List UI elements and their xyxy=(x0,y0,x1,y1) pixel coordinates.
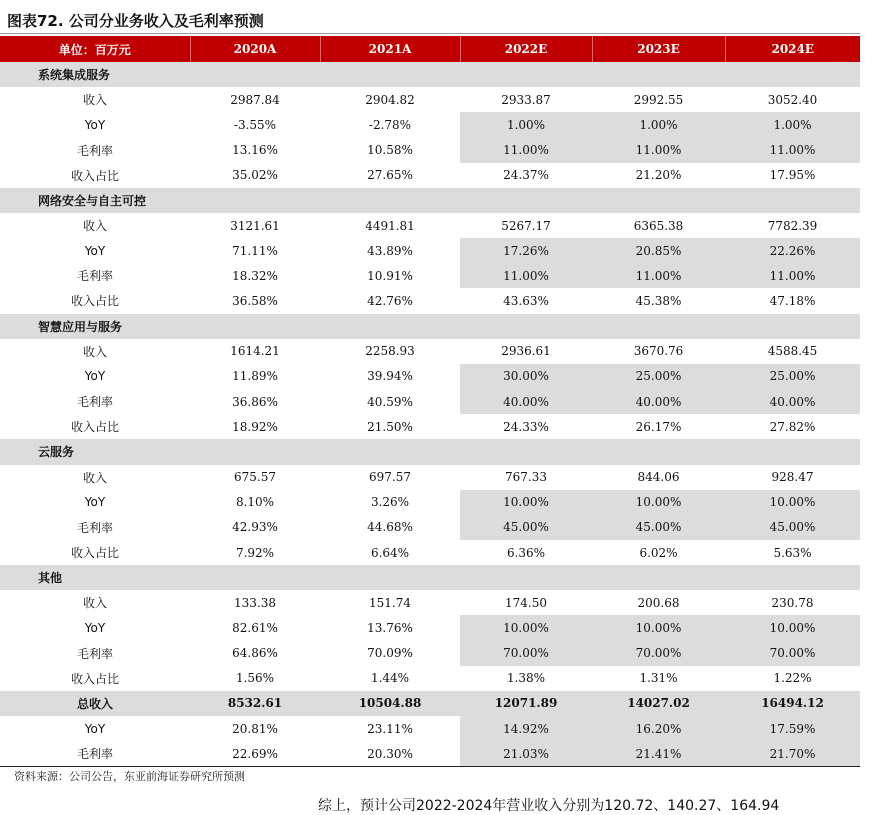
table-cell: 20.30% xyxy=(320,741,460,767)
table-row xyxy=(0,213,860,238)
table-cell: 2992.55 xyxy=(633,92,684,107)
table-cell: 3052.40 xyxy=(767,92,818,107)
table-cell: 23.11% xyxy=(367,721,413,736)
header-2021a: 2021A xyxy=(320,36,460,62)
table-row xyxy=(0,112,860,137)
empty-cell xyxy=(190,565,320,590)
table-cell: 40.00% xyxy=(592,389,725,414)
row-label: 毛利率 xyxy=(76,269,113,284)
table-cell: 10.00% xyxy=(460,615,592,640)
table-row xyxy=(0,490,860,515)
table-cell: 10.00% xyxy=(460,490,592,515)
table-cell: 70.00% xyxy=(725,641,860,666)
table-cell: 10.00% xyxy=(592,490,725,515)
empty-cell xyxy=(592,439,725,464)
table-row xyxy=(0,615,860,640)
table-cell: 36.58% xyxy=(232,293,278,308)
table-row xyxy=(0,515,860,540)
table-row xyxy=(0,364,860,389)
table-cell: 45.38% xyxy=(635,293,682,308)
empty-cell xyxy=(592,314,725,339)
table-row xyxy=(0,389,860,414)
total-cell: 16494.12 xyxy=(725,691,860,716)
table-row xyxy=(0,288,860,313)
table-row xyxy=(0,263,860,288)
table-cell: -3.55% xyxy=(233,117,277,132)
table-cell: 17.95% xyxy=(769,168,816,183)
section-name: 其他 xyxy=(0,565,190,590)
table-cell: 18.92% xyxy=(232,419,278,434)
table-cell: 6365.38 xyxy=(633,218,684,233)
table-row xyxy=(0,540,860,565)
table-row xyxy=(0,339,860,364)
table-cell: 13.16% xyxy=(232,143,278,158)
revenue-forecast-table xyxy=(0,36,860,767)
table-cell: 27.65% xyxy=(367,168,413,183)
table-cell: 7.92% xyxy=(235,545,275,560)
table-cell: 928.47 xyxy=(771,470,814,485)
row-label: YoY xyxy=(84,721,106,736)
row-label: YoY xyxy=(84,117,106,132)
table-cell: 4588.45 xyxy=(767,344,818,359)
table-cell: 844.06 xyxy=(637,470,680,485)
table-cell: 82.61% xyxy=(232,621,278,636)
header-2022e: 2022E xyxy=(460,36,592,62)
table-cell: 30.00% xyxy=(460,364,592,389)
table-cell: 1.22% xyxy=(773,671,812,686)
table-cell: 17.59% xyxy=(725,716,860,741)
table-cell: 11.00% xyxy=(460,263,592,288)
table-cell: 10.00% xyxy=(725,490,860,515)
table-cell: 22.26% xyxy=(725,238,860,263)
table-cell: 47.18% xyxy=(769,293,816,308)
table-cell: 21.41% xyxy=(592,741,725,767)
table-cell: 16.20% xyxy=(592,716,725,741)
table-cell: 13.76% xyxy=(367,621,413,636)
table-cell: 21.50% xyxy=(367,419,413,434)
table-cell: 43.63% xyxy=(503,293,549,308)
row-label: 收入 xyxy=(82,93,107,108)
row-label: 收入占比 xyxy=(70,546,119,561)
empty-cell xyxy=(190,188,320,213)
empty-cell xyxy=(190,314,320,339)
empty-cell xyxy=(460,188,592,213)
table-cell: 5267.17 xyxy=(501,218,551,233)
header-2024e: 2024E xyxy=(725,36,860,62)
section-name: 网络安全与自主可控 xyxy=(0,188,190,213)
table-cell: 1.38% xyxy=(506,671,546,686)
body-text: 综上，预计公司2022-2024年营业收入分别为120.72、140.27、164.94 xyxy=(318,798,780,814)
table-cell: 24.33% xyxy=(503,419,549,434)
section-row xyxy=(0,439,860,464)
title-divider xyxy=(0,33,860,34)
empty-cell xyxy=(725,314,860,339)
empty-cell xyxy=(460,314,592,339)
table-cell: 1.31% xyxy=(639,671,678,686)
table-cell: 1.44% xyxy=(370,671,410,686)
table-cell: 40.00% xyxy=(725,389,860,414)
empty-cell xyxy=(190,439,320,464)
table-cell: 3670.76 xyxy=(633,344,684,359)
table-cell: 70.09% xyxy=(367,646,413,661)
table-row xyxy=(0,87,860,112)
table-cell: 14.92% xyxy=(460,716,592,741)
table-row xyxy=(0,414,860,439)
table-cell: 21.03% xyxy=(460,741,592,767)
table-cell: 200.68 xyxy=(637,595,680,610)
table-cell: 6.36% xyxy=(506,545,546,560)
section-name: 智慧应用与服务 xyxy=(0,314,190,339)
table-cell: 1614.21 xyxy=(230,344,280,359)
row-label: 收入 xyxy=(82,344,107,359)
table-cell: 1.00% xyxy=(725,112,860,137)
row-label: 毛利率 xyxy=(0,741,190,767)
section-name: 云服务 xyxy=(0,439,190,464)
table-cell: 11.00% xyxy=(592,137,725,162)
empty-cell xyxy=(725,439,860,464)
table-row xyxy=(0,666,860,691)
table-cell: 11.00% xyxy=(725,263,860,288)
header-unit: 单位：百万元 xyxy=(0,36,190,62)
table-cell: 18.32% xyxy=(232,268,278,283)
table-cell: 20.85% xyxy=(592,238,725,263)
empty-cell xyxy=(320,314,460,339)
empty-cell xyxy=(725,62,860,87)
row-label: YoY xyxy=(84,243,106,258)
row-label: YoY xyxy=(84,621,106,636)
table-cell: 767.33 xyxy=(505,470,547,485)
section-row xyxy=(0,314,860,339)
table-cell: -2.78% xyxy=(368,117,412,132)
table-cell: 174.50 xyxy=(505,595,547,610)
table-cell: 35.02% xyxy=(232,168,278,183)
table-cell: 70.00% xyxy=(592,641,725,666)
table-cell: 6.64% xyxy=(370,545,410,560)
table-cell: 230.78 xyxy=(771,595,814,610)
table-cell: 64.86% xyxy=(232,646,278,661)
table-cell: 151.74 xyxy=(369,595,411,610)
table-cell: 2936.61 xyxy=(501,344,551,359)
table-cell: 39.94% xyxy=(367,369,413,384)
table-cell: 27.82% xyxy=(769,419,816,434)
row-label: 收入占比 xyxy=(70,420,119,435)
table-cell: 20.81% xyxy=(232,721,278,736)
table-cell: 25.00% xyxy=(725,364,860,389)
table-cell: 133.38 xyxy=(234,595,276,610)
table-cell: 70.00% xyxy=(460,641,592,666)
empty-cell xyxy=(460,439,592,464)
table-cell: 10.00% xyxy=(725,615,860,640)
total-label: 总收入 xyxy=(0,691,190,716)
empty-cell xyxy=(460,565,592,590)
table-cell: 36.86% xyxy=(232,394,278,409)
row-label: 收入 xyxy=(82,596,107,611)
table-cell: 24.37% xyxy=(503,168,549,183)
table-row xyxy=(0,465,860,490)
empty-cell xyxy=(190,62,320,87)
figure-title: 图表72. 公司分业务收入及毛利率预测 xyxy=(7,12,264,30)
table-cell: 5.63% xyxy=(773,545,812,560)
table-cell: 1.56% xyxy=(235,671,275,686)
table-cell: 10.58% xyxy=(367,143,413,158)
table-row xyxy=(0,716,860,741)
row-label: YoY xyxy=(84,369,106,384)
table-cell: 11.00% xyxy=(725,137,860,162)
table-cell: 21.70% xyxy=(725,741,860,767)
section-name: 系统集成服务 xyxy=(0,62,190,87)
empty-cell xyxy=(320,439,460,464)
table-row xyxy=(0,641,860,666)
empty-cell xyxy=(725,188,860,213)
table-cell: 45.00% xyxy=(460,515,592,540)
table-cell: 45.00% xyxy=(592,515,725,540)
table-cell: 71.11% xyxy=(232,243,278,258)
section-row xyxy=(0,188,860,213)
table-cell: 22.69% xyxy=(190,741,320,767)
empty-cell xyxy=(592,188,725,213)
table-cell: 8.10% xyxy=(235,495,275,510)
total-cell: 12071.89 xyxy=(460,691,592,716)
table-cell: 21.20% xyxy=(635,168,682,183)
table-cell: 42.93% xyxy=(232,520,278,535)
header-2020a: 2020A xyxy=(190,36,320,62)
table-cell: 17.26% xyxy=(460,238,592,263)
table-row xyxy=(0,137,860,162)
table-header-row xyxy=(0,36,860,62)
empty-cell xyxy=(592,565,725,590)
row-label: 收入 xyxy=(82,470,107,485)
table-cell: 40.59% xyxy=(367,394,413,409)
row-label: 收入占比 xyxy=(70,671,119,686)
row-label: 毛利率 xyxy=(76,395,113,410)
table-cell: 2258.93 xyxy=(365,344,415,359)
table-cell: 10.91% xyxy=(367,268,413,283)
total-row xyxy=(0,691,860,716)
table-cell: 11.00% xyxy=(460,137,592,162)
table-cell: 42.76% xyxy=(367,293,413,308)
empty-cell xyxy=(320,565,460,590)
table-body xyxy=(0,62,860,767)
row-label: 收入 xyxy=(82,219,107,234)
table-cell: 11.00% xyxy=(592,263,725,288)
section-row xyxy=(0,62,860,87)
table-cell: 2904.82 xyxy=(365,92,415,107)
table-row xyxy=(0,590,860,615)
table-row xyxy=(0,238,860,263)
table-cell: 10.00% xyxy=(592,615,725,640)
table-cell: 3.26% xyxy=(370,495,410,510)
table-cell: 6.02% xyxy=(639,545,678,560)
empty-cell xyxy=(320,62,460,87)
table-row xyxy=(0,741,860,767)
table-cell: 675.57 xyxy=(234,470,276,485)
row-label: YoY xyxy=(84,495,106,510)
table-cell: 4491.81 xyxy=(365,218,415,233)
total-cell: 10504.88 xyxy=(320,691,460,716)
empty-cell xyxy=(460,62,592,87)
table-cell: 44.68% xyxy=(367,520,413,535)
total-cell: 8532.61 xyxy=(190,691,320,716)
table-cell: 26.17% xyxy=(635,419,682,434)
table-cell: 697.57 xyxy=(369,470,411,485)
table-cell: 7782.39 xyxy=(767,218,818,233)
table-cell: 2933.87 xyxy=(501,92,551,107)
table-cell: 43.89% xyxy=(367,243,413,258)
table-cell: 2987.84 xyxy=(230,92,280,107)
empty-cell xyxy=(592,62,725,87)
row-label: 毛利率 xyxy=(76,520,113,535)
empty-cell xyxy=(725,565,860,590)
table-row xyxy=(0,163,860,188)
table-cell: 40.00% xyxy=(460,389,592,414)
section-row xyxy=(0,565,860,590)
row-label: 毛利率 xyxy=(76,646,113,661)
total-cell: 14027.02 xyxy=(592,691,725,716)
row-label: 毛利率 xyxy=(76,143,113,158)
row-label: 收入占比 xyxy=(70,294,119,309)
table-cell: 11.89% xyxy=(232,369,278,384)
table-cell: 45.00% xyxy=(725,515,860,540)
source-note: 资料来源：公司公告，东亚前海证券研究所预测 xyxy=(14,770,245,783)
table-cell: 1.00% xyxy=(460,112,592,137)
header-2023e: 2023E xyxy=(592,36,725,62)
empty-cell xyxy=(320,188,460,213)
row-label: 收入占比 xyxy=(70,168,119,183)
table-cell: 1.00% xyxy=(592,112,725,137)
table-cell: 3121.61 xyxy=(230,218,280,233)
table-cell: 25.00% xyxy=(592,364,725,389)
